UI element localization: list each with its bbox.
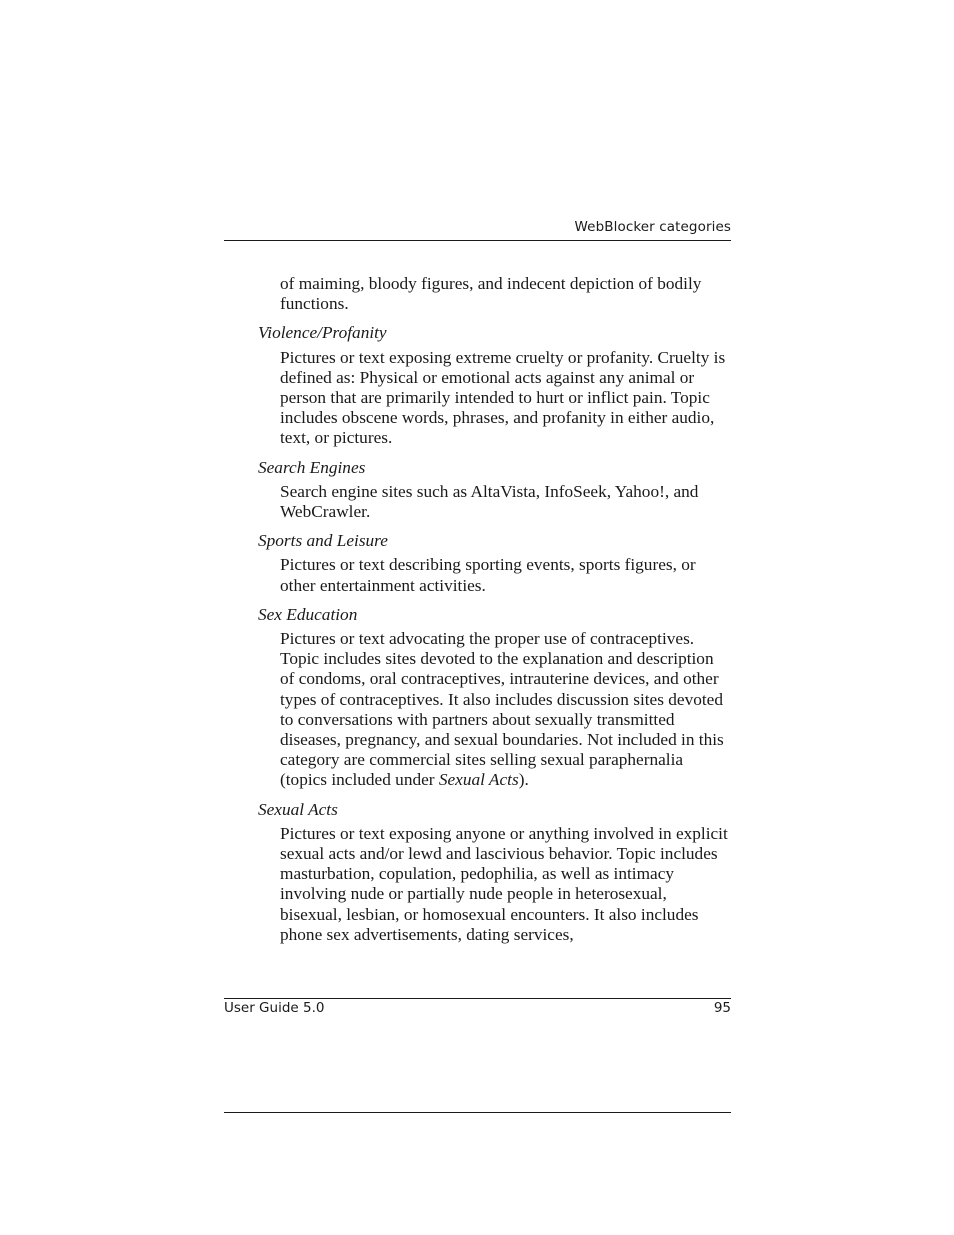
- page-body: [258, 274, 732, 954]
- bottom-rule: [224, 1112, 731, 1113]
- description-end: ).: [518, 770, 529, 790]
- category-description-sex-education: [280, 629, 732, 791]
- category-term-violence-profanity: Violence/Profanity: [258, 323, 387, 343]
- description-text: Pictures or text advocating the proper use of contraceptives. Topic includes sites devoted to the explanation and description of condoms, oral contraceptives, intrauterine devices, and other types of contraceptives. It also includes discussion sites devoted to conversations with partners about sexually transmitted diseases, pregnancy, and sexual boundaries. Not included in this category are commercial sites selling sexual paraphernalia (topics included under: [280, 629, 724, 790]
- category-description-sexual-acts: Pictures or text exposing anyone or anything involved in explicit sexual acts and/or lewd and lascivious behavior. Topic includes masturbation, copulation, pedophilia, as well as intimacy involving nude or partially nude people in heterosexual, bisexual, lesbian, or homosexual encounters. It also includes phone sex advertisements, dating services,: [280, 823, 728, 944]
- page-number: 95: [713, 1000, 731, 1016]
- running-header: WebBlocker categories: [574, 219, 731, 235]
- category-description-search-engines: Search engine sites such as AltaVista, InfoSeek, Yahoo!, and WebCrawler.: [280, 481, 699, 522]
- category-term-search-engines: Search Engines: [258, 457, 366, 477]
- category-description-violence-profanity: Pictures or text exposing extreme cruelty or profanity. Cruelty is defined as: Physical or emotional acts against any animal or person that are primarily intended to hurt or inflict pain. Topic includes obscene words, phrases, and profanity in either audio, text, or pictures.: [280, 347, 726, 448]
- footer-guide-title: User Guide 5.0: [224, 1000, 325, 1016]
- category-term-sex-education: Sex Education: [258, 604, 358, 624]
- cross-reference: Sexual Acts: [438, 770, 519, 790]
- category-description-sports-leisure: Pictures or text describing sporting events, sports figures, or other entertainment activities.: [280, 555, 696, 595]
- intro-continuation: of maiming, bloody figures, and indecent depiction of bodily functions.: [280, 274, 702, 314]
- category-term-sexual-acts: Sexual Acts: [258, 799, 338, 819]
- footer-rule: [224, 998, 731, 999]
- header-rule: [224, 240, 731, 241]
- category-term-sports-leisure: Sports and Leisure: [258, 531, 388, 551]
